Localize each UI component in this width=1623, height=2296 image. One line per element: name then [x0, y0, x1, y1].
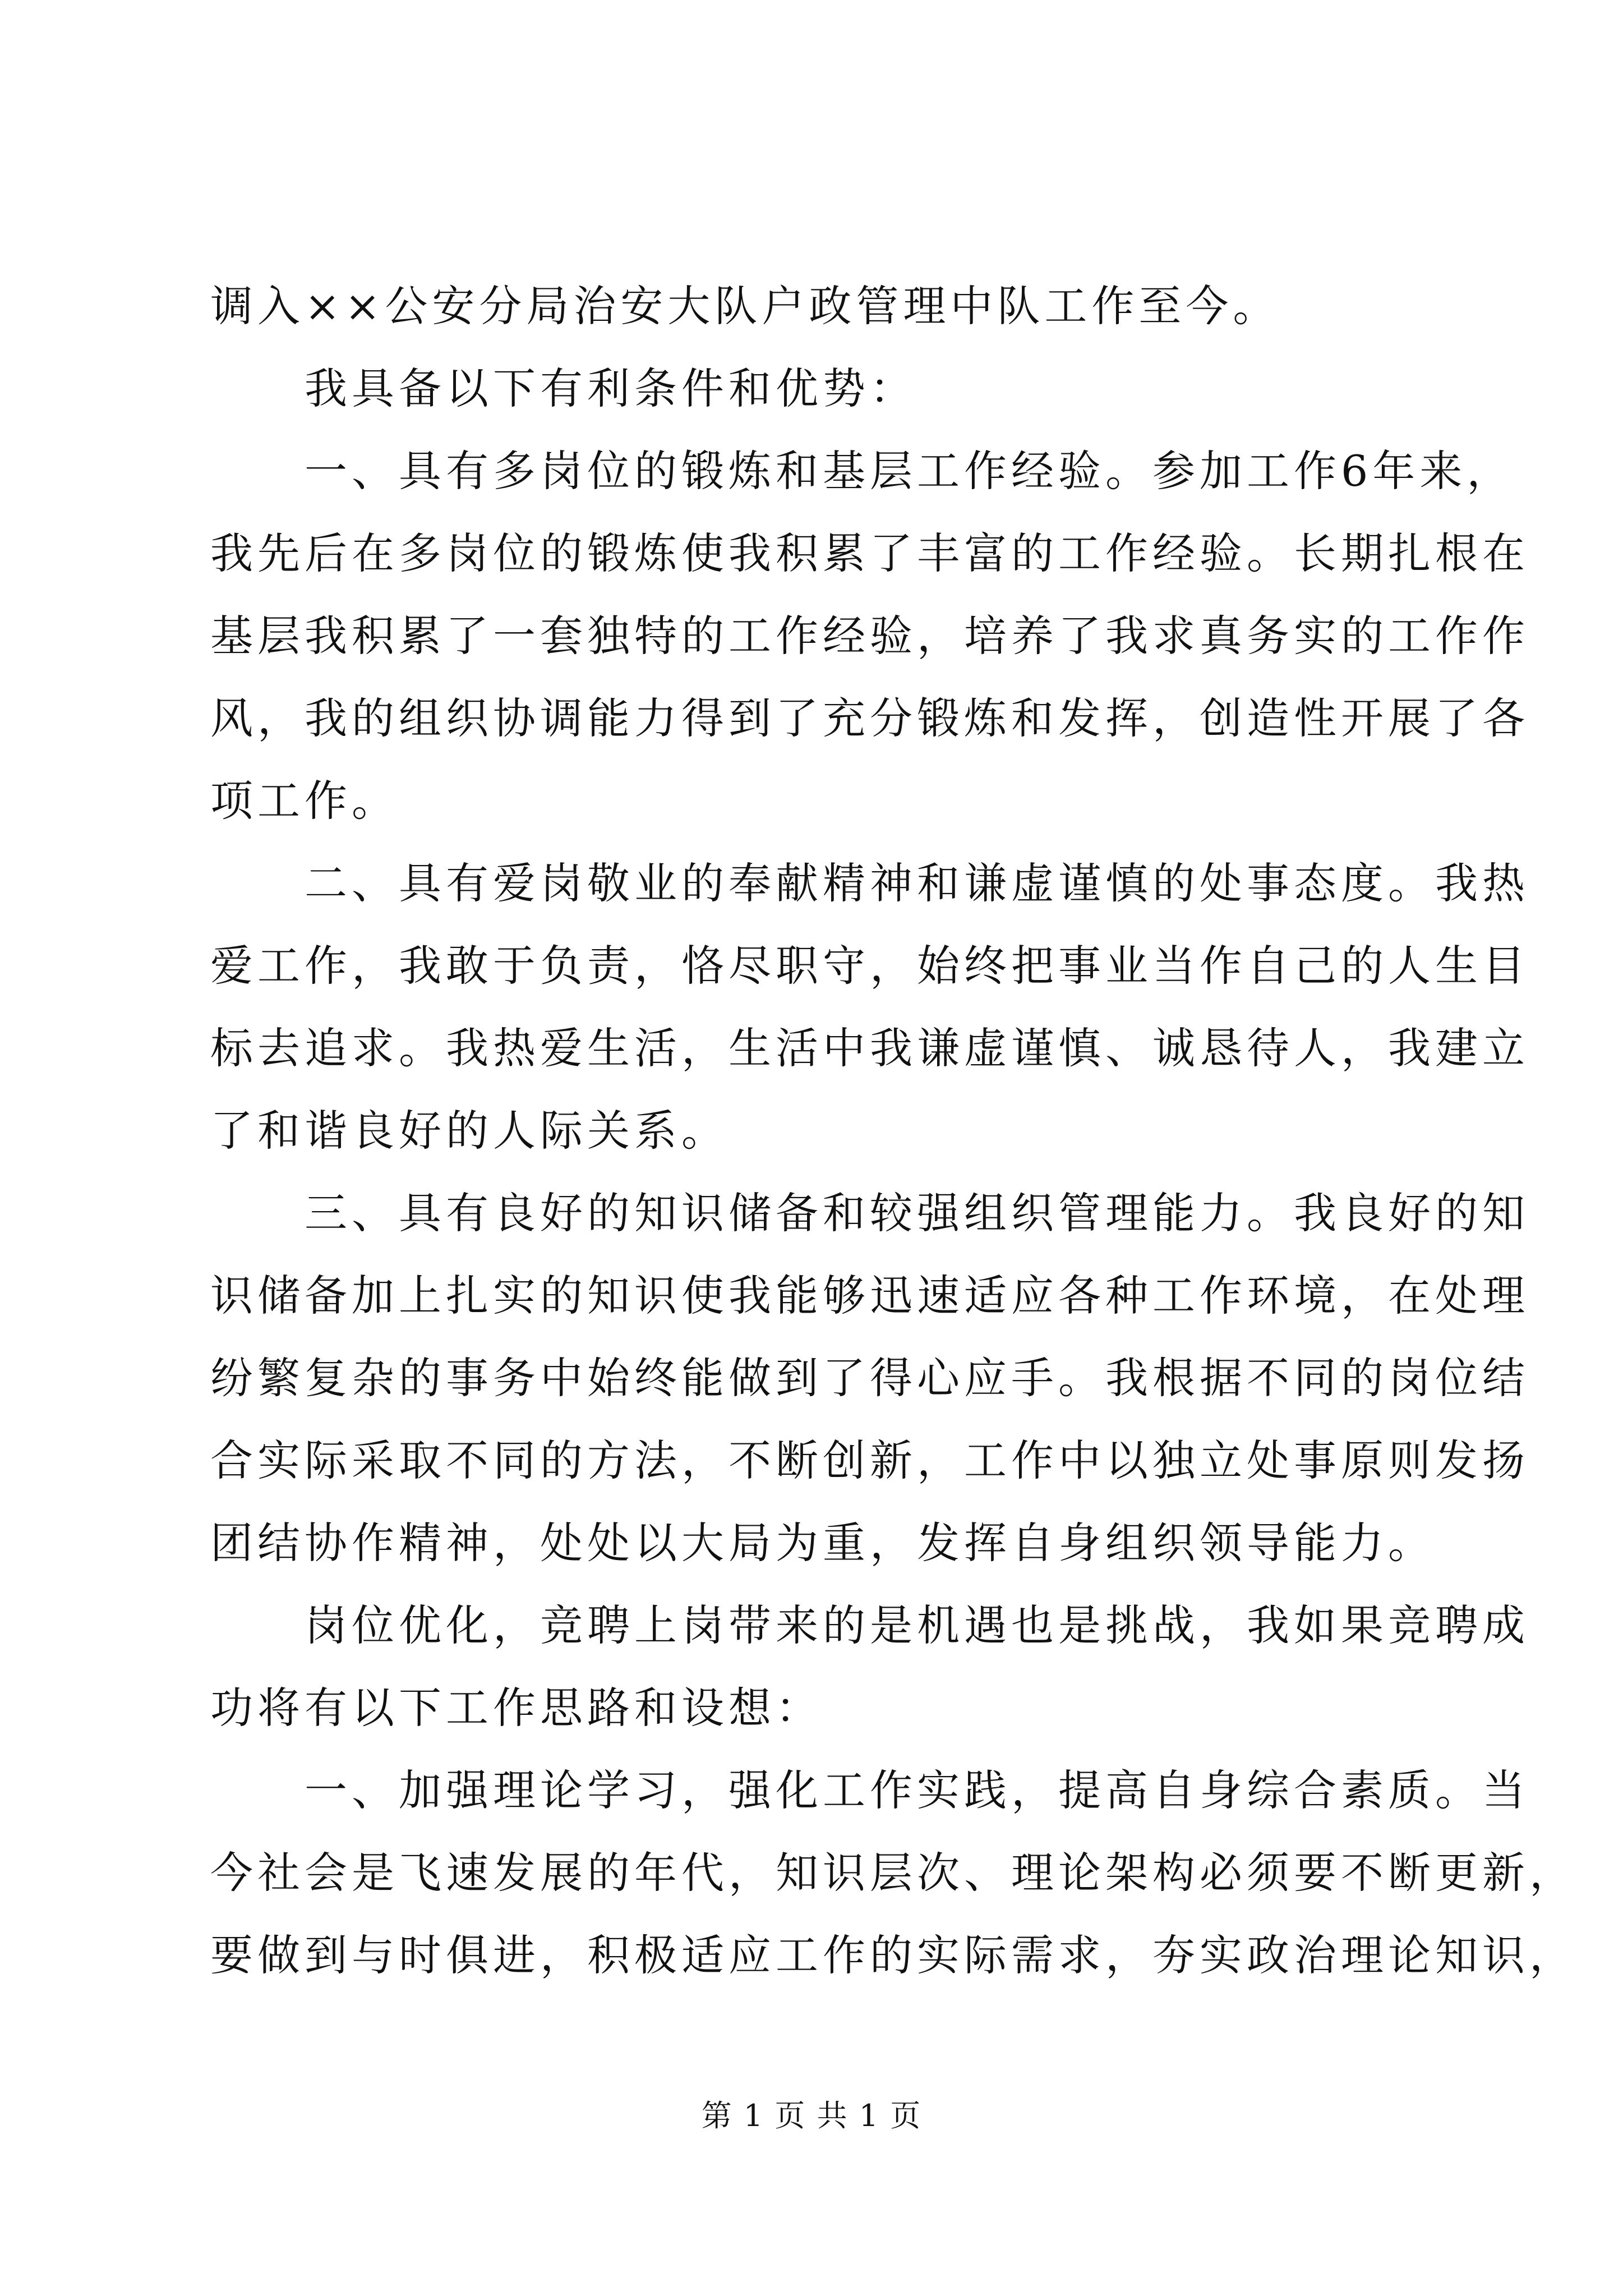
text-line: 一、加强理论学习，强化工作实践，提高自身综合素质。当 — [305, 1765, 1529, 1815]
text-line: 了和谐良好的人际关系。 — [210, 1106, 728, 1156]
text-line: 功将有以下工作思路和设想： — [210, 1683, 823, 1733]
text-line: 岗位优化，竞聘上岗带来的是机遇也是挑战，我如果竞聘成 — [305, 1600, 1529, 1650]
text-line: 一、具有多岗位的锻炼和基层工作经验。参加工作6年来， — [305, 446, 1514, 496]
text-line: 二、具有爱岗敬业的奉献精神和谦虚谨慎的处事态度。我热 — [305, 858, 1529, 908]
text-line: 团结协作精神，处处以大局为重，发挥自身组织领导能力。 — [210, 1518, 1435, 1568]
text-line: 我具备以下有利条件和优势： — [305, 364, 917, 413]
text-line: 爱工作，我敢于负责，恪尽职守，始终把事业当作自己的人生目 — [210, 941, 1529, 991]
text-line: 合实际采取不同的方法，不断创新，工作中以独立处事原则发扬 — [210, 1435, 1529, 1485]
text-line: 标去追求。我热爱生活，生活中我谦虚谨慎、诚恳待人，我建立 — [210, 1023, 1529, 1073]
text-line: 项工作。 — [210, 776, 399, 826]
page-number: 第 1 页 共 1 页 — [701, 2098, 922, 2133]
text-line: 三、具有良好的知识储备和较强组织管理能力。我良好的知 — [305, 1188, 1529, 1238]
text-line: 纷繁复杂的事务中始终能做到了得心应手。我根据不同的岗位结 — [210, 1353, 1529, 1403]
text-line: 风，我的组织协调能力得到了充分锻炼和发挥，创造性开展了各 — [210, 693, 1529, 743]
document-body — [210, 265, 1576, 1996]
page-footer — [0, 2098, 1623, 2134]
text-line: 今社会是飞速发展的年代，知识层次、理论架构必须要不断更新， — [210, 1848, 1576, 1898]
text-line: 识储备加上扎实的知识使我能够迅速适应各种工作环境，在处理 — [210, 1271, 1529, 1320]
text-line: 调入××公安分局治安大队户政管理中队工作至今。 — [210, 281, 1280, 331]
text-line: 基层我积累了一套独特的工作经验，培养了我求真务实的工作作 — [210, 611, 1529, 661]
text-line: 要做到与时俱进，积极适应工作的实际需求，夯实政治理论知识， — [210, 1930, 1576, 1980]
text-line: 我先后在多岗位的锻炼使我积累了丰富的工作经验。长期扎根在 — [210, 528, 1529, 578]
